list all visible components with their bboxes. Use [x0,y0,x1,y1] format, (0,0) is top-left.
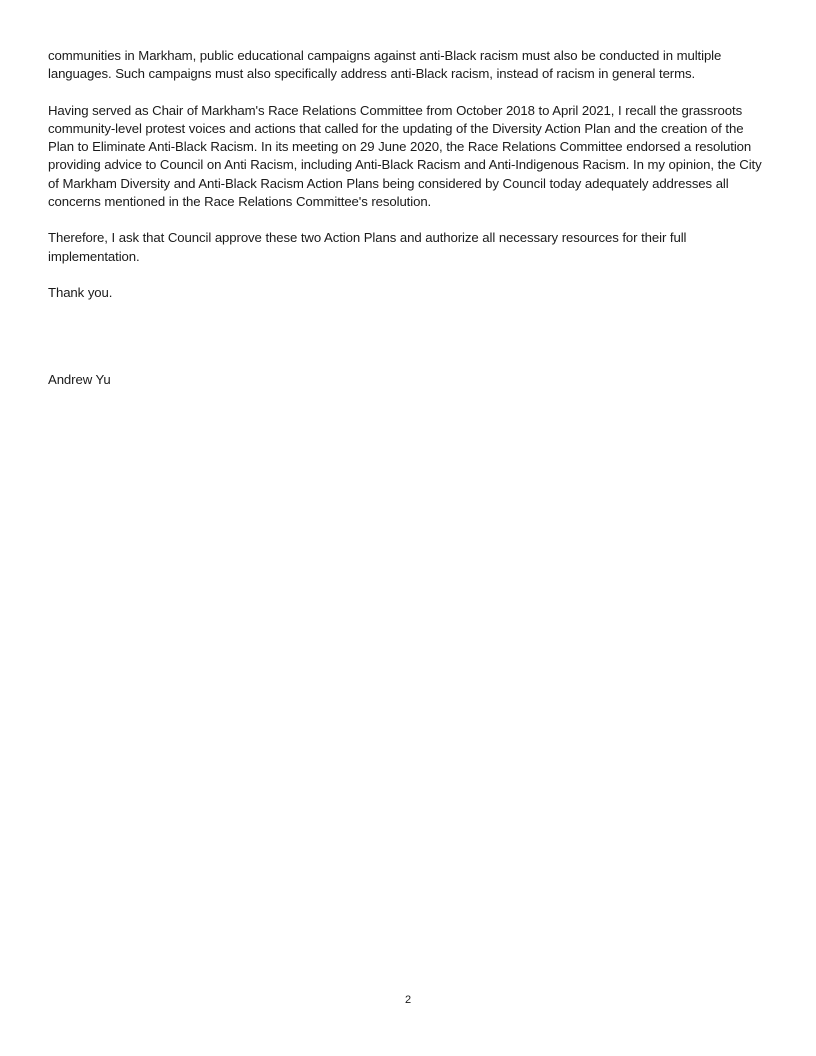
body-paragraph-4: Thank you. [48,284,113,300]
body-paragraph-2: Having served as Chair of Markham's Race Relations Committee from October 2018 to April 2021, I recall the grassroots community-level protest voices and actions that called for the updating of the Diversity Action Plan and the creation of the Plan to Eliminate Anti-Black Racism. In its meeting on 29 June 2020, the Race Relations Committee endorsed a resolution providing advice to Council on Anti Racism, including Anti-Black Racism and Anti-Indigenous Racism. In my opinion, the City of Markham Diversity and Anti-Black Racism Action Plans being considered by Council today adequately addresses all concerns mentioned in the Race Relations Committee's resolution. [48,102,762,210]
letter-body [48,47,770,302]
signature-name: Andrew Yu [48,372,111,387]
body-paragraph-1: communities in Markham, public educational campaigns against anti-Black racism must also be conducted in multiple languages. Such campaigns must also specifically address anti-Black racism, instead of racism in general terms. [48,48,722,82]
signature-block [48,371,770,389]
page-number: 2 [404,994,412,1006]
body-paragraph-3: Therefore, I ask that Council approve these two Action Plans and authorize all necessary resources for their full implementation. [48,230,687,264]
